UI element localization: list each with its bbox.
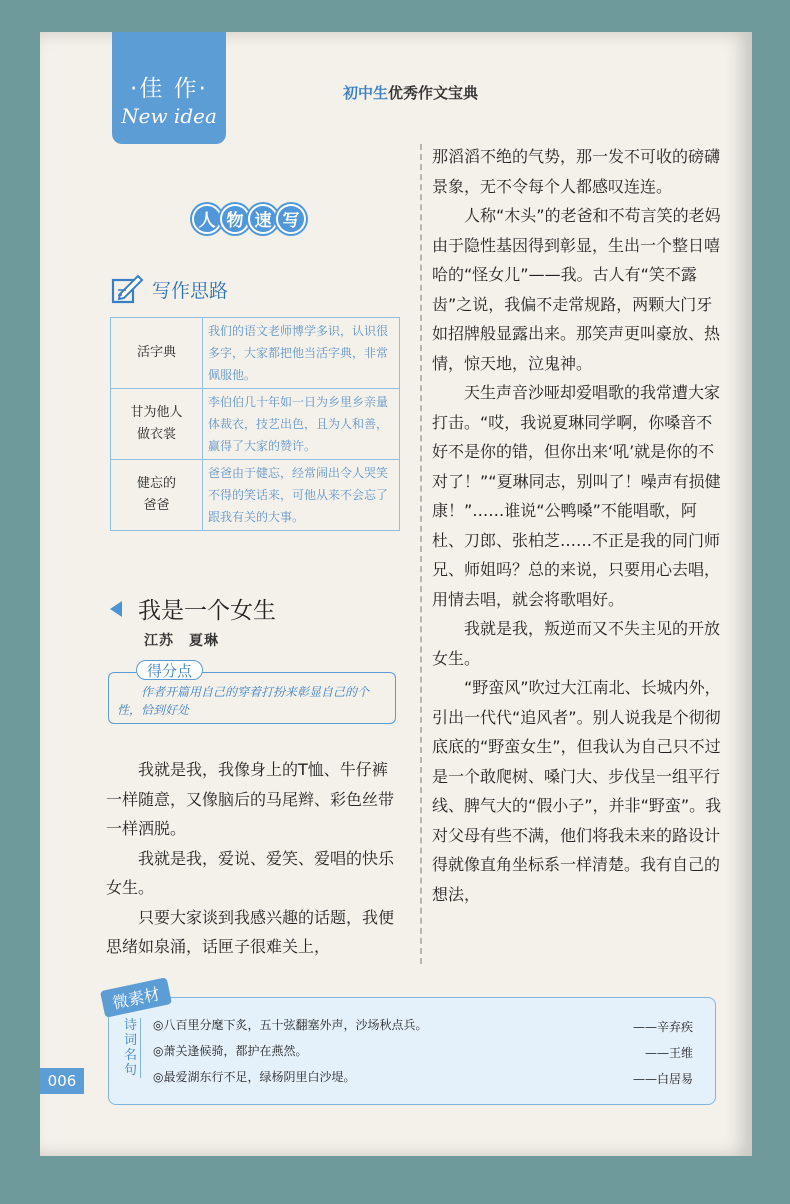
poem-author: ——王维 (644, 1046, 693, 1060)
table-key-text: 甘为他人做衣裳 (130, 405, 183, 442)
article-author: 江苏 夏琳 (144, 633, 219, 649)
table-value: 我们的语文老师博学多识，认识很多字，大家都把他当活字典，非常佩服他。 (203, 318, 400, 389)
badge-char: 写 (276, 204, 306, 234)
table-key (111, 389, 203, 460)
section-tab (112, 32, 226, 144)
material-tag: 微素材 (100, 977, 172, 1018)
poem-author: ——辛弃疾 (632, 1020, 693, 1034)
page-number: 006 (40, 1068, 84, 1094)
paragraph: 只要大家谈到我感兴趣的话题，我便思绪如泉涌，话匣子很难关上， (106, 907, 395, 956)
triangle-marker-icon (110, 601, 122, 617)
material-box (108, 997, 716, 1105)
poem-author: ——白居易 (632, 1072, 693, 1086)
section-badge (192, 204, 304, 234)
pencil-note-icon (110, 272, 144, 306)
paragraph: 我就是我，叛逆而又不失主见的开放女生。 (432, 619, 721, 668)
running-header (343, 82, 478, 103)
table-key-text: 健忘的爸爸 (136, 476, 176, 513)
paragraph: 天生声音沙哑却爱唱歌的我常遭大家打击。“哎，我说夏琳同学啊，你嗓音不好不是你的错，但你出来‘吼’就是你的不对了！”“夏琳同志，别叫了！噪声有损健康！”……谁说“公鸭嗓”不能唱歌，阿杜、刀郎、张柏芝……不正是我的同门师兄、师姐吗？总的来说，只要用心去唱，用情去唱，就会将歌唱好。 (432, 383, 721, 609)
score-point-label: 得分点 (136, 660, 203, 680)
poem-line: ◎八百里分麾下炙，五十弦翻塞外声，沙场秋点兵。 (153, 1018, 428, 1032)
score-point-box: 作者开篇用自己的穿着打扮来彰显自己的个性，恰到好处 (108, 672, 396, 724)
book-page (40, 32, 752, 1156)
poem-category-label: 诗词名句 (123, 1018, 141, 1078)
badge-char: 物 (220, 204, 250, 234)
article-column-left (106, 755, 398, 962)
tab-title: ·佳 作· (130, 76, 208, 102)
table-key (111, 460, 203, 531)
poem-line: ◎萧关逢候骑，都护在燕然。 (153, 1044, 308, 1058)
table-key: 活字典 (111, 318, 203, 389)
article-title-text: 我是一个女生 (138, 598, 276, 624)
writing-ideas-table (110, 317, 400, 531)
paragraph: 那滔滔不绝的气势，那一发不可收的磅礴景象，无不令每个人都感叹连连。 (432, 147, 721, 196)
table-row (111, 389, 400, 460)
article-column-right (432, 142, 726, 909)
table-row (111, 460, 400, 531)
writing-ideas-label: 写作思路 (152, 279, 229, 302)
header-title-main: 优秀作文宝典 (388, 84, 479, 102)
table-value: 李伯伯几十年如一日为乡里乡亲量体裁衣，技艺出色，且为人和善，赢得了大家的赞许。 (203, 389, 400, 460)
article-title (110, 592, 276, 625)
paragraph: 人称“木头”的老爸和不苟言笑的老妈由于隐性基因得到彰显，生出一个整日嘻哈的“怪女儿”——我。古人有“笑不露齿”之说，我偏不走常规路，两颗大门牙如招牌般显露出来。那笑声更叫豪放、热情，惊天地，泣鬼神。 (432, 206, 721, 373)
poem-line: ◎最爱湖东行不足，绿杨阴里白沙堤。 (153, 1070, 356, 1084)
paragraph: 我就是我，爱说、爱笑、爱唱的快乐女生。 (106, 848, 395, 897)
table-value: 爸爸由于健忘，经常闹出令人哭笑不得的笑话来，可他从来不会忘了跟我有关的大事。 (203, 460, 400, 531)
header-title-blue: 初中生 (343, 84, 389, 102)
badge-char: 速 (248, 204, 278, 234)
paragraph: “野蛮风”吹过大江南北、长城内外，引出一代代“追风者”。别人说我是个彻彻底底的“野蛮女生”，但我认为自己只不过是一个敢爬树、嗓门大、步伐呈一组平行线、脾气大的“假小子”，并非“野蛮”。我对父母有些不满，他们将我未来的路设计得就像直角坐标系一样清楚。我有自己的想法， (432, 678, 722, 904)
table-row (111, 318, 400, 389)
paragraph: 我就是我，我像身上的T恤、牛仔裤一样随意，又像脑后的马尾辫、彩色丝带一样洒脱。 (106, 760, 395, 838)
badge-char: 人 (192, 204, 222, 234)
tab-subtitle: New idea (121, 104, 217, 128)
writing-ideas-heading (110, 272, 228, 306)
column-divider (420, 144, 422, 964)
